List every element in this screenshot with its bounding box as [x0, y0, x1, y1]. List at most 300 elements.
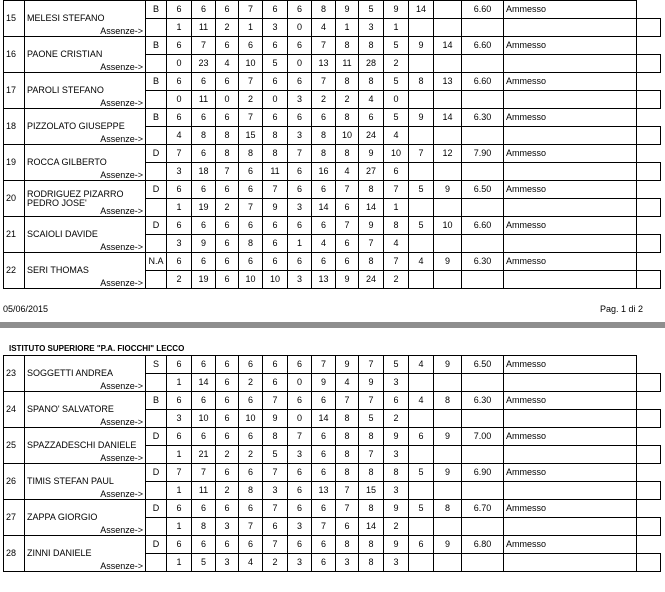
subject-grade: 8: [359, 500, 384, 518]
absence-count: 2: [384, 518, 409, 536]
subject-grade: 6: [216, 37, 239, 55]
blank-cell: [462, 127, 504, 145]
subject-grade: 6: [192, 217, 216, 235]
subject-grade: 6: [192, 356, 216, 374]
subject-grade: 7: [336, 392, 359, 410]
subject-grade: 6: [192, 428, 216, 446]
absence-count: 2: [239, 91, 263, 109]
blank-cell: [146, 446, 167, 464]
student-name-cell: [25, 109, 146, 145]
blank-cell: [504, 446, 637, 464]
subject-grade: 9: [384, 1, 409, 19]
blank-cell: [146, 271, 167, 289]
subject-grade: 9: [336, 356, 359, 374]
subject-grade: 6: [288, 1, 312, 19]
blank-cell: [504, 374, 637, 392]
absence-count: 9: [336, 271, 359, 289]
student-name: ZINNI DANIELE: [27, 548, 92, 558]
subject-grade: 6: [263, 217, 288, 235]
subject-grade: 6: [167, 217, 192, 235]
absences-label: Assenze->: [100, 278, 143, 288]
subject-grade: 8: [434, 392, 462, 410]
absence-count: 28: [359, 55, 384, 73]
absence-count: 0: [288, 410, 312, 428]
subject-grade: 4: [409, 392, 434, 410]
result: Ammesso: [504, 428, 637, 446]
student-name: TIMIS STEFAN PAUL: [27, 476, 114, 486]
student-name-cell: [25, 500, 146, 536]
subject-grade: 6: [216, 217, 239, 235]
subject-grade: 6: [239, 536, 263, 554]
absence-count: 3: [288, 518, 312, 536]
student-name: SOGGETTI ANDREA: [27, 368, 114, 378]
blank-cell: [504, 554, 637, 572]
absences-label: Assenze->: [100, 561, 143, 571]
blank-cell: [462, 410, 504, 428]
subject-grade: 6: [167, 356, 192, 374]
student-name-cell: [25, 145, 146, 181]
subject-grade: 6: [192, 145, 216, 163]
subject-grade: 7: [167, 145, 192, 163]
conduct-grade: D: [146, 500, 167, 518]
absence-count: 7: [336, 482, 359, 500]
student-name: ROCCA GILBERTO: [27, 157, 107, 167]
blank-cell: [146, 235, 167, 253]
blank-cell: [462, 518, 504, 536]
result: Ammesso: [504, 1, 637, 19]
subject-grade: 6: [263, 356, 288, 374]
blank-cell: [434, 55, 462, 73]
subject-grade: 7: [239, 73, 263, 91]
blank-cell: [146, 554, 167, 572]
subject-grade: [434, 1, 462, 19]
result: Ammesso: [504, 109, 637, 127]
subject-grade: 6: [167, 1, 192, 19]
absence-count: 7: [359, 235, 384, 253]
student-name: SPANO' SALVATORE: [27, 404, 114, 414]
absences-label: Assenze->: [100, 62, 143, 72]
blank-cell: [434, 235, 462, 253]
absence-count: 6: [263, 374, 288, 392]
subject-grade: 7: [384, 181, 409, 199]
subject-grade: 6: [312, 428, 336, 446]
subject-grade: 6: [192, 109, 216, 127]
subject-grade: 8: [359, 464, 384, 482]
student-name-cell: [25, 536, 146, 572]
average: 7.00: [462, 428, 504, 446]
absence-count: 9: [312, 374, 336, 392]
absence-count: 6: [384, 163, 409, 181]
average: 6.30: [462, 109, 504, 127]
absence-count: 10: [263, 271, 288, 289]
page-number: Pag. 1 di 2: [599, 304, 643, 314]
blank-cell: [462, 163, 504, 181]
absence-count: 3: [336, 554, 359, 572]
blank-cell: [434, 446, 462, 464]
subject-grade: 7: [312, 37, 336, 55]
absence-count: 0: [288, 55, 312, 73]
absence-count: 14: [192, 374, 216, 392]
absence-count: 7: [239, 199, 263, 217]
subject-grade: 6: [167, 37, 192, 55]
absence-count: 8: [336, 410, 359, 428]
absence-count: 13: [312, 55, 336, 73]
subject-grade: 14: [434, 109, 462, 127]
blank-cell: [504, 55, 637, 73]
blank-cell: [462, 554, 504, 572]
subject-grade: 6: [216, 109, 239, 127]
absence-count: 13: [312, 482, 336, 500]
subject-grade: 4: [409, 356, 434, 374]
subject-grade: 6: [216, 536, 239, 554]
student-name-cell: [25, 217, 146, 253]
student-name-cell: [25, 73, 146, 109]
absence-count: 8: [359, 554, 384, 572]
subject-grade: 6: [263, 109, 288, 127]
subject-grade: 6: [167, 392, 192, 410]
absence-count: 10: [239, 410, 263, 428]
student-name: PAONE CRISTIAN: [27, 49, 103, 59]
result: Ammesso: [504, 536, 637, 554]
absence-count: 8: [263, 127, 288, 145]
blank-cell: [462, 199, 504, 217]
absence-count: 3: [288, 91, 312, 109]
subject-grade: 7: [263, 181, 288, 199]
subject-grade: 9: [384, 428, 409, 446]
subject-grade: 6: [192, 536, 216, 554]
blank-cell: [146, 410, 167, 428]
absence-count: 18: [192, 163, 216, 181]
blank-cell: [409, 91, 434, 109]
subject-grade: 6: [288, 37, 312, 55]
student-name: RODRIGUEZ PIZARRO PEDRO JOSE': [27, 188, 124, 208]
student-grade-row: [4, 217, 661, 235]
subject-grade: 9: [384, 500, 409, 518]
subject-grade: 6: [167, 73, 192, 91]
student-name-cell: [25, 253, 146, 289]
subject-grade: 6: [288, 73, 312, 91]
blank-cell: [409, 55, 434, 73]
student-number: 21: [4, 217, 25, 253]
result: Ammesso: [504, 500, 637, 518]
subject-grade: 8: [336, 109, 359, 127]
student-number: 20: [4, 181, 25, 217]
student-number: 22: [4, 253, 25, 289]
absence-count: 2: [384, 410, 409, 428]
absences-label: Assenze->: [100, 242, 143, 252]
absences-label: Assenze->: [100, 170, 143, 180]
student-grade-row: [4, 181, 661, 199]
blank-cell: [409, 374, 434, 392]
subject-grade: 6: [239, 500, 263, 518]
average: 6.50: [462, 181, 504, 199]
subject-grade: 7: [288, 145, 312, 163]
subject-grade: 7: [263, 392, 288, 410]
subject-grade: 8: [336, 37, 359, 55]
student-name: ZAPPA GIORGIO: [27, 512, 98, 522]
absence-count: 0: [263, 91, 288, 109]
student-name: MELESI STEFANO: [27, 13, 105, 23]
blank-cell: [146, 163, 167, 181]
subject-grade: 4: [409, 253, 434, 271]
subject-grade: 8: [359, 181, 384, 199]
blank-cell: [462, 271, 504, 289]
subject-grade: 7: [359, 392, 384, 410]
conduct-grade: B: [146, 73, 167, 91]
absence-count: 8: [192, 127, 216, 145]
student-grade-row: [4, 109, 661, 127]
subject-grade: 6: [239, 428, 263, 446]
subject-grade: 8: [239, 145, 263, 163]
absence-count: 3: [167, 235, 192, 253]
subject-grade: 6: [239, 181, 263, 199]
absence-count: 4: [384, 127, 409, 145]
blank-cell: [637, 271, 661, 289]
absence-count: 0: [167, 55, 192, 73]
average: 6.30: [462, 253, 504, 271]
absence-count: 9: [263, 410, 288, 428]
absence-count: 11: [192, 482, 216, 500]
blank-cell: [504, 410, 637, 428]
subject-grade: 6: [288, 536, 312, 554]
absence-count: 1: [167, 19, 192, 37]
result: Ammesso: [504, 37, 637, 55]
result: Ammesso: [504, 217, 637, 235]
absence-count: 3: [288, 199, 312, 217]
conduct-grade: B: [146, 109, 167, 127]
conduct-grade: D: [146, 428, 167, 446]
subject-grade: 6: [312, 109, 336, 127]
blank-cell: [637, 482, 661, 500]
blank-cell: [409, 235, 434, 253]
student-grade-row: [4, 145, 661, 163]
subject-grade: 5: [409, 217, 434, 235]
absence-count: 3: [384, 374, 409, 392]
subject-grade: 6: [239, 392, 263, 410]
result: Ammesso: [504, 392, 637, 410]
subject-grade: 6: [167, 181, 192, 199]
student-number: 23: [4, 356, 25, 392]
absence-count: 6: [312, 554, 336, 572]
absences-label: Assenze->: [100, 381, 143, 391]
subject-grade: 9: [434, 181, 462, 199]
subject-grade: 6: [312, 500, 336, 518]
blank-cell: [146, 482, 167, 500]
grades-table-page-2: [3, 355, 661, 572]
subject-grade: 8: [359, 37, 384, 55]
subject-grade: 6: [312, 181, 336, 199]
absence-count: 6: [216, 374, 239, 392]
subject-grade: 9: [409, 37, 434, 55]
student-number: 24: [4, 392, 25, 428]
subject-grade: 8: [263, 145, 288, 163]
subject-grade: 9: [336, 1, 359, 19]
subject-grade: 7: [312, 356, 336, 374]
blank-cell: [409, 410, 434, 428]
blank-cell: [434, 199, 462, 217]
absences-label: Assenze->: [100, 417, 143, 427]
student-number: 19: [4, 145, 25, 181]
absence-count: 3: [384, 446, 409, 464]
absence-count: 3: [359, 19, 384, 37]
blank-cell: [462, 55, 504, 73]
blank-cell: [637, 199, 661, 217]
student-grade-row: [4, 464, 661, 482]
absence-count: 2: [216, 482, 239, 500]
absence-count: 8: [192, 518, 216, 536]
absence-count: 19: [192, 271, 216, 289]
average: 6.60: [462, 73, 504, 91]
student-name: SPAZZADESCHI DANIELE: [27, 440, 137, 450]
absence-count: 24: [359, 271, 384, 289]
subject-grade: 6: [263, 253, 288, 271]
blank-cell: [434, 163, 462, 181]
blank-cell: [504, 482, 637, 500]
absence-count: 5: [263, 55, 288, 73]
subject-grade: 8: [359, 428, 384, 446]
school-header: ISTITUTO SUPERIORE "P.A. FIOCCHI" LECCO: [9, 344, 185, 353]
subject-grade: 6: [288, 181, 312, 199]
subject-grade: 8: [263, 428, 288, 446]
absence-count: 3: [263, 482, 288, 500]
absence-count: 14: [312, 199, 336, 217]
absence-count: 3: [288, 446, 312, 464]
student-grade-row: [4, 356, 661, 374]
absence-count: 3: [216, 518, 239, 536]
absence-count: 3: [167, 163, 192, 181]
conduct-grade: D: [146, 181, 167, 199]
absence-count: 6: [312, 446, 336, 464]
absence-count: 9: [263, 199, 288, 217]
absence-count: 7: [216, 163, 239, 181]
absence-count: 4: [239, 554, 263, 572]
absence-count: 2: [336, 91, 359, 109]
result: Ammesso: [504, 356, 637, 374]
absence-count: 3: [263, 19, 288, 37]
absence-count: 1: [167, 199, 192, 217]
blank-cell: [462, 91, 504, 109]
subject-grade: 6: [263, 73, 288, 91]
absence-count: 4: [312, 19, 336, 37]
average: 6.60: [462, 217, 504, 235]
absence-count: 8: [336, 446, 359, 464]
absence-count: 11: [263, 163, 288, 181]
blank-cell: [409, 482, 434, 500]
student-grade-row: [4, 253, 661, 271]
blank-cell: [146, 91, 167, 109]
student-name: SCAIOLI DAVIDE: [27, 229, 98, 239]
student-number: 26: [4, 464, 25, 500]
absence-count: 2: [312, 91, 336, 109]
subject-grade: 7: [409, 145, 434, 163]
absence-count: 2: [167, 271, 192, 289]
subject-grade: 6: [216, 428, 239, 446]
absence-count: 3: [384, 554, 409, 572]
result: Ammesso: [504, 73, 637, 91]
conduct-grade: B: [146, 37, 167, 55]
subject-grade: 9: [434, 464, 462, 482]
student-grade-row: [4, 536, 661, 554]
student-name-cell: [25, 464, 146, 500]
subject-grade: 6: [192, 73, 216, 91]
subject-grade: 6: [167, 536, 192, 554]
absence-count: 11: [192, 91, 216, 109]
absence-count: 4: [336, 374, 359, 392]
blank-cell: [504, 127, 637, 145]
average: 6.50: [462, 356, 504, 374]
average: 7.90: [462, 145, 504, 163]
subject-grade: 6: [384, 392, 409, 410]
blank-cell: [504, 518, 637, 536]
blank-cell: [504, 199, 637, 217]
result: Ammesso: [504, 181, 637, 199]
blank-cell: [637, 374, 661, 392]
subject-grade: 9: [434, 428, 462, 446]
absence-count: 1: [336, 19, 359, 37]
blank-cell: [462, 482, 504, 500]
average: 6.90: [462, 464, 504, 482]
absence-count: 2: [263, 554, 288, 572]
subject-grade: 7: [263, 464, 288, 482]
blank-cell: [409, 127, 434, 145]
blank-cell: [462, 19, 504, 37]
blank-cell: [434, 127, 462, 145]
subject-grade: 8: [359, 73, 384, 91]
absence-count: 4: [216, 55, 239, 73]
subject-grade: 6: [263, 37, 288, 55]
blank-cell: [146, 127, 167, 145]
absence-count: 6: [263, 518, 288, 536]
absence-count: 4: [167, 127, 192, 145]
conduct-grade: D: [146, 145, 167, 163]
subject-grade: 6: [192, 253, 216, 271]
blank-cell: [434, 271, 462, 289]
absences-label: Assenze->: [100, 26, 143, 36]
blank-cell: [504, 19, 637, 37]
subject-grade: 6: [312, 392, 336, 410]
average: 6.30: [462, 392, 504, 410]
conduct-grade: N.A: [146, 253, 167, 271]
absence-count: 2: [216, 19, 239, 37]
average: 6.70: [462, 500, 504, 518]
result: Ammesso: [504, 145, 637, 163]
absence-count: 1: [167, 482, 192, 500]
subject-grade: 5: [359, 1, 384, 19]
absence-count: 7: [239, 518, 263, 536]
subject-grade: 5: [409, 500, 434, 518]
subject-grade: 6: [312, 464, 336, 482]
absence-count: 14: [312, 410, 336, 428]
subject-grade: 6: [239, 253, 263, 271]
absence-count: 13: [312, 271, 336, 289]
result: Ammesso: [504, 464, 637, 482]
subject-grade: 8: [336, 464, 359, 482]
blank-cell: [637, 410, 661, 428]
blank-cell: [637, 55, 661, 73]
subject-grade: 6: [239, 356, 263, 374]
blank-cell: [637, 163, 661, 181]
absence-count: 6: [336, 199, 359, 217]
subject-grade: 8: [336, 145, 359, 163]
subject-grade: 6: [312, 217, 336, 235]
absence-count: 1: [167, 374, 192, 392]
subject-grade: 7: [336, 500, 359, 518]
blank-cell: [637, 554, 661, 572]
student-grade-row: [4, 500, 661, 518]
student-name: PIZZOLATO GIUSEPPE: [27, 121, 125, 131]
absence-count: 7: [359, 446, 384, 464]
subject-grade: 13: [434, 73, 462, 91]
